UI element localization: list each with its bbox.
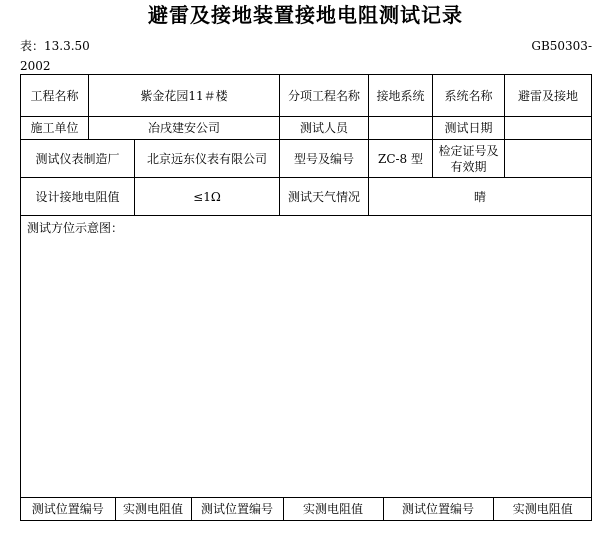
position-number-header-2: 测试位置编号 — [191, 498, 283, 520]
sub-project-value: 接地系统 — [369, 75, 433, 117]
form-code-line2: 2002 — [20, 59, 51, 73]
test-date-value[interactable] — [505, 117, 592, 140]
construction-unit-value: 冶戌建安公司 — [89, 117, 280, 140]
table-row — [21, 178, 592, 216]
table-row — [21, 140, 592, 178]
position-number-header-1: 测试位置编号 — [21, 498, 115, 520]
tester-value[interactable] — [369, 117, 433, 140]
test-diagram-area[interactable] — [21, 216, 592, 498]
measured-resistance-header-3: 实测电阻值 — [512, 502, 573, 516]
table-row — [21, 75, 592, 117]
record-table — [20, 74, 592, 521]
model-number-value: ZC-8 型 — [369, 140, 433, 178]
table-row — [21, 216, 592, 498]
table-row — [21, 117, 592, 140]
design-resistance-label: 设计接地电阻值 — [21, 178, 135, 216]
certificate-label: 检定证号及有效期 — [433, 140, 505, 178]
tester-label: 测试人员 — [280, 117, 369, 140]
form-code — [20, 36, 140, 76]
form-code-line1: 表：13.3.50 — [20, 39, 90, 53]
design-resistance-value: ≤1Ω — [135, 178, 280, 216]
weather-value: 晴 — [369, 178, 592, 216]
test-diagram-label: 测试方位示意图： — [27, 221, 124, 235]
standard-reference: GB50303- — [531, 39, 592, 53]
page-title: 避雷及接地装置接地电阻测试记录 — [148, 3, 463, 27]
project-name-label: 工程名称 — [21, 75, 89, 117]
sub-project-label: 分项工程名称 — [280, 75, 369, 117]
table-row — [21, 498, 592, 521]
measured-resistance-header-2: 实测电阻值 — [283, 498, 383, 520]
measured-resistance-header-1: 实测电阻值 — [115, 498, 191, 520]
certificate-value[interactable] — [505, 140, 592, 178]
model-number-label: 型号及编号 — [280, 140, 369, 178]
instrument-maker-value: 北京远东仪表有限公司 — [135, 140, 280, 178]
system-name-label: 系统名称 — [433, 75, 505, 117]
position-number-header-3: 测试位置编号 — [383, 498, 493, 520]
system-name-value: 避雷及接地 — [505, 75, 592, 117]
test-date-label: 测试日期 — [433, 117, 505, 140]
construction-unit-label: 施工单位 — [21, 117, 89, 140]
results-header — [21, 498, 592, 520]
instrument-maker-label: 测试仪表制造厂 — [21, 140, 135, 178]
project-name-value: 紫金花园11＃楼 — [89, 75, 280, 117]
weather-label: 测试天气情况 — [280, 178, 369, 216]
